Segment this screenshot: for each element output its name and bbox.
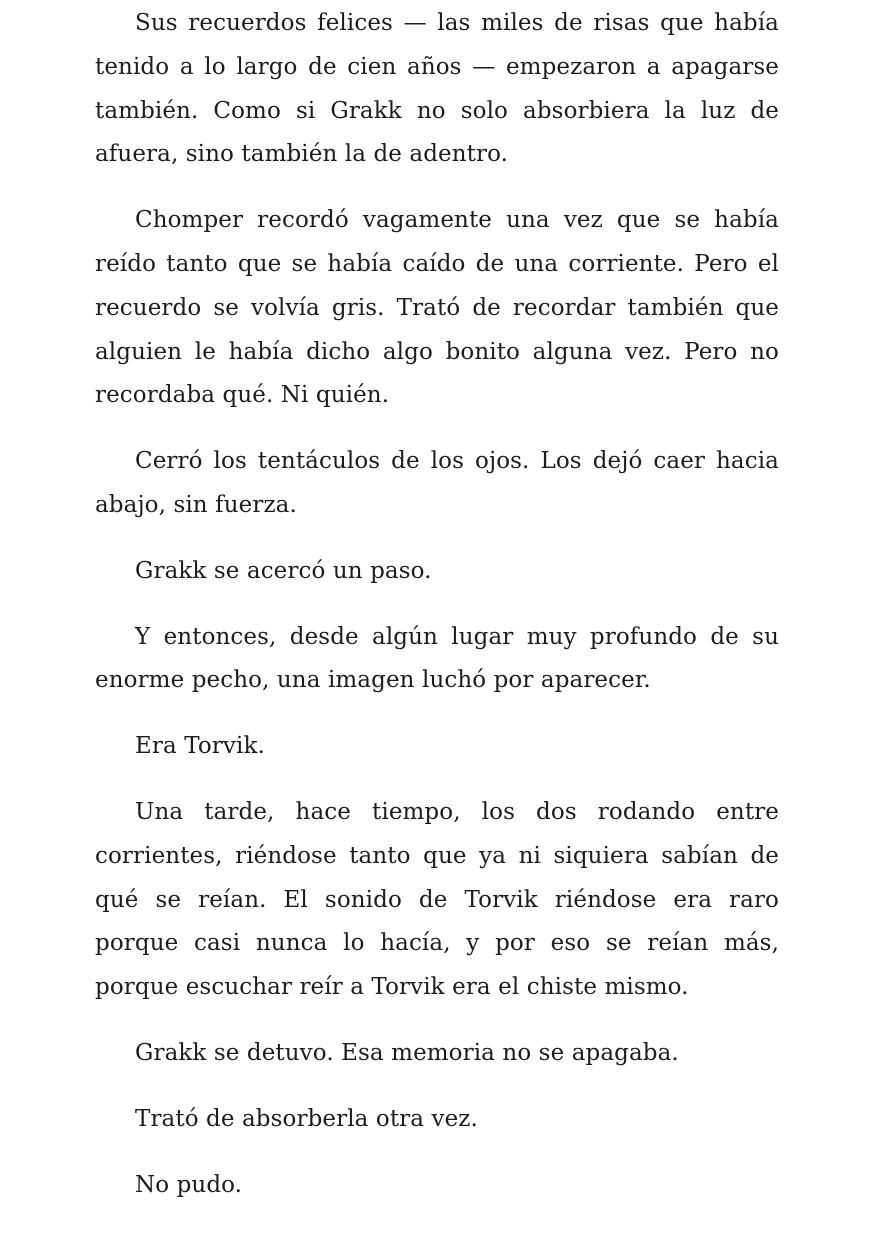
paragraph-7: Una tarde, hace tiempo, los dos rodando entre corrientes, riéndose tanto que ya ni siquiera sabían de qué se reían. El sonido de Torvik riéndose era raro porque casi nunca lo hacía, y por eso se reían más, porque escuchar reír a Torvik era el chiste mismo.	[95, 798, 779, 1001]
paragraph-4: Grakk se acercó un paso.	[135, 557, 432, 584]
paragraph-10: No pudo.	[135, 1171, 243, 1198]
paragraph-6: Era Torvik.	[135, 733, 265, 760]
paragraph-5: Y entonces, desde algún lugar muy profundo de su enorme pecho, una imagen luchó por aparecer.	[95, 623, 779, 694]
paragraph-8: Grakk se detuvo. Esa memoria no se apagaba.	[135, 1039, 679, 1066]
paragraph-3: Cerró los tentáculos de los ojos. Los dejó caer hacia abajo, sin fuerza.	[95, 448, 779, 518]
paragraph-9: Trató de absorberla otra vez.	[135, 1105, 478, 1132]
paragraph-1: Sus recuerdos felices — las miles de risas que había tenido a lo largo de cien años — empezaron a apagarse también. Como si Grakk no solo absorbiera la luz de afuera, sino también la de adentro.	[95, 10, 779, 168]
paragraph-2: Chomper recordó vagamente una vez que se había reído tanto que se había caído de una corriente. Pero el recuerdo se volvía gris. Trató de recordar también que alguien le había dicho algo bonito alguna vez. Pero no recordaba qué. Ni quién.	[95, 207, 779, 409]
book-page-text	[95, 2, 779, 1207]
